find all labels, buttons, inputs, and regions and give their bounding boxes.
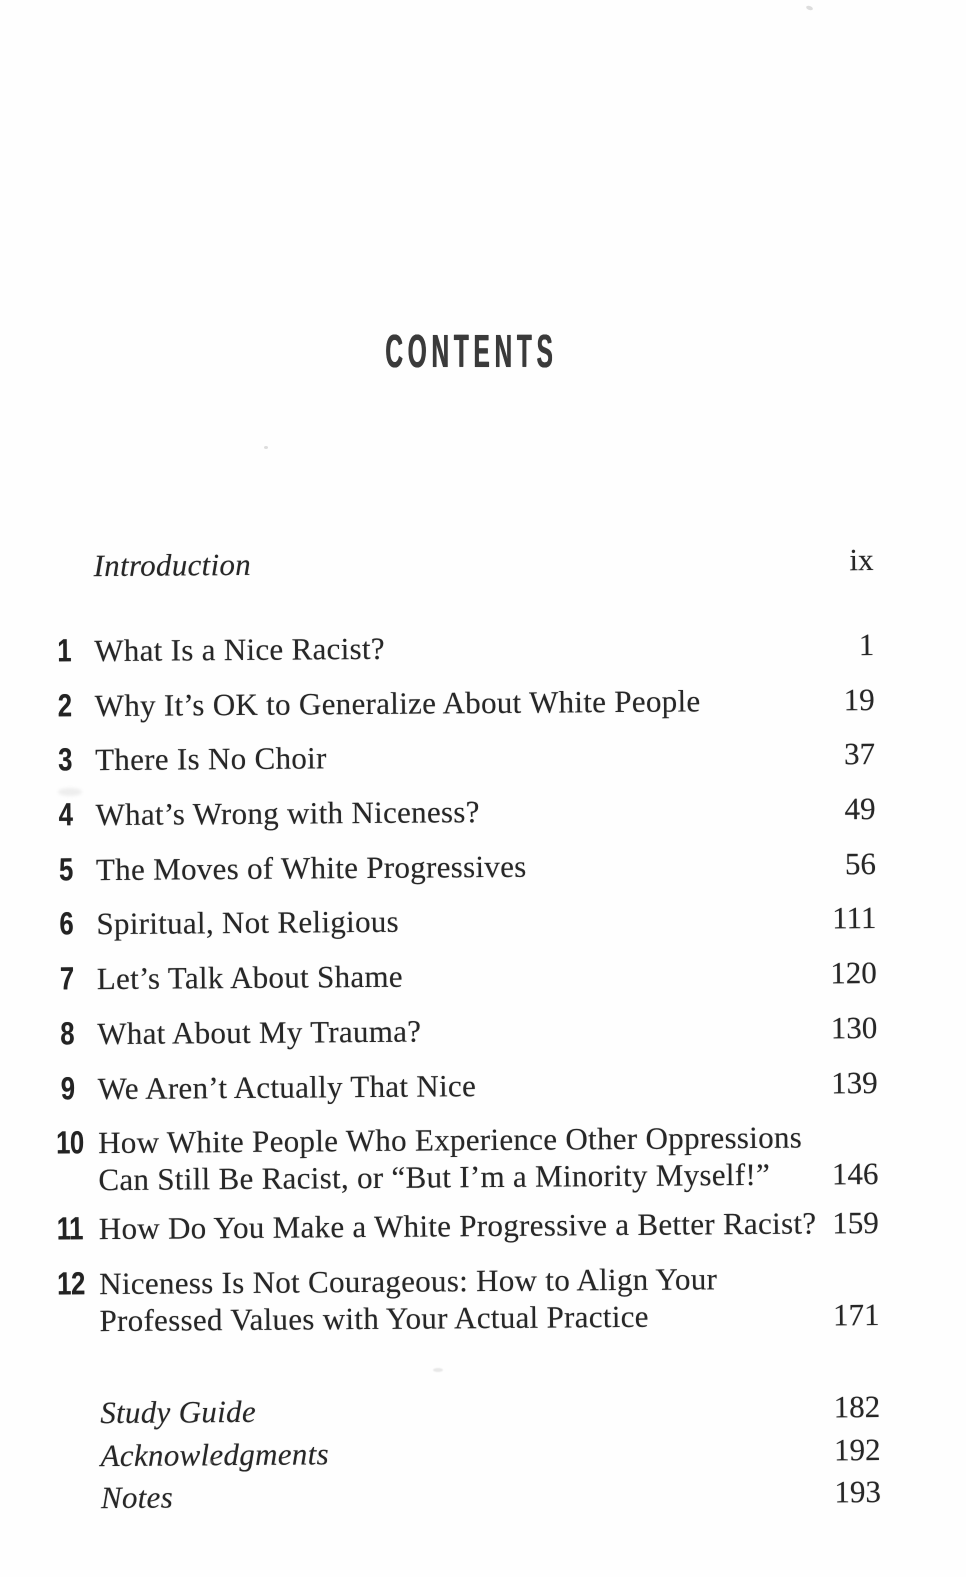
page-number: 49 [844, 790, 876, 827]
toc-entry-chapter-2 [50, 681, 875, 724]
chapter-number: 5 [58, 851, 74, 888]
chapter-title-line-2: Professed Values with Your Actual Practice [99, 1298, 649, 1339]
chapter-title-line-1: How White People Who Experience Other Oppressions [97, 1119, 803, 1161]
toc-entry-chapter-6 [51, 899, 876, 942]
page-number: 19 [843, 682, 875, 718]
entry-label: Introduction [93, 546, 252, 584]
entry-label: Acknowledgments [100, 1436, 330, 1474]
page-number: 159 [832, 1204, 879, 1241]
page-number: ix [849, 542, 874, 578]
page-number: 130 [830, 1009, 878, 1046]
toc-entry-chapter-5 [51, 845, 876, 888]
chapter-title-line-2: Can Still Be Racist, or “But I’m a Minority Myself!” [98, 1156, 771, 1198]
toc-entry-acknowledgments [55, 1431, 880, 1474]
toc-entry-chapter-8 [52, 1009, 877, 1052]
chapter-number: 10 [55, 1124, 84, 1161]
scan-speck [264, 446, 268, 449]
toc-entry-chapter-10 [53, 1118, 879, 1198]
page-number: 146 [831, 1155, 879, 1192]
toc-entry-chapter-1 [49, 626, 874, 669]
page-number: 182 [833, 1388, 881, 1425]
toc-entry-chapter-7 [52, 954, 877, 997]
scan-speck [433, 1368, 443, 1372]
chapter-number: 6 [59, 905, 74, 942]
page-number: 37 [843, 735, 876, 772]
page-content [52, 0, 882, 1577]
toc-entry-chapter-9 [53, 1064, 878, 1107]
chapter-title: The Moves of White Progressives [95, 848, 527, 888]
toc-entry-notes [56, 1473, 881, 1516]
toc-entry-chapter-4 [50, 790, 875, 833]
page-number: 1 [858, 627, 875, 663]
chapter-title: Spiritual, Not Religious [96, 903, 400, 942]
chapter-number: 2 [57, 687, 72, 724]
contents-heading-text: CONTENTS [385, 325, 558, 377]
chapter-number: 7 [59, 960, 74, 997]
page-number: 111 [832, 899, 877, 936]
page-number: 56 [844, 845, 877, 882]
toc-entry-introduction [48, 541, 873, 584]
toc-entry-chapter-12 [54, 1259, 880, 1339]
chapter-title: What About My Trauma? [97, 1013, 422, 1052]
scan-speck [58, 788, 82, 796]
page-number: 120 [830, 954, 877, 991]
page-number: 171 [832, 1296, 880, 1333]
chapter-title: We Aren’t Actually That Nice [97, 1068, 477, 1107]
page-number: 139 [831, 1064, 878, 1101]
chapter-title: Why It’s OK to Generalize About White People [94, 683, 701, 724]
chapter-number: 12 [57, 1265, 86, 1302]
chapter-number: 4 [58, 796, 73, 833]
chapter-number: 9 [60, 1070, 75, 1107]
chapter-title: What Is a Nice Racist? [94, 630, 386, 669]
chapter-title: How Do You Make a White Progressive a Better Racist? [98, 1205, 817, 1247]
scan-speck [208, 1460, 213, 1464]
chapter-title: There Is No Choir [94, 740, 327, 778]
chapter-number: 8 [60, 1015, 75, 1052]
toc-entry-study-guide [55, 1388, 880, 1431]
chapter-title: What’s Wrong with Niceness? [95, 794, 480, 833]
toc-list [44, 0, 881, 1577]
entry-label: Notes [100, 1479, 174, 1516]
page-number: 193 [834, 1473, 882, 1510]
toc-entry-chapter-3 [50, 735, 875, 778]
page-number: 192 [833, 1431, 881, 1468]
toc-entry-chapter-11 [54, 1204, 879, 1247]
chapter-number: 11 [56, 1210, 84, 1247]
chapter-title-line-1: Niceness Is Not Courageous: How to Align Your [99, 1261, 718, 1302]
chapter-number: 1 [57, 632, 72, 669]
chapter-number: 3 [58, 741, 73, 778]
entry-label: Study Guide [100, 1393, 257, 1431]
chapter-title: Let’s Talk About Shame [96, 958, 404, 997]
